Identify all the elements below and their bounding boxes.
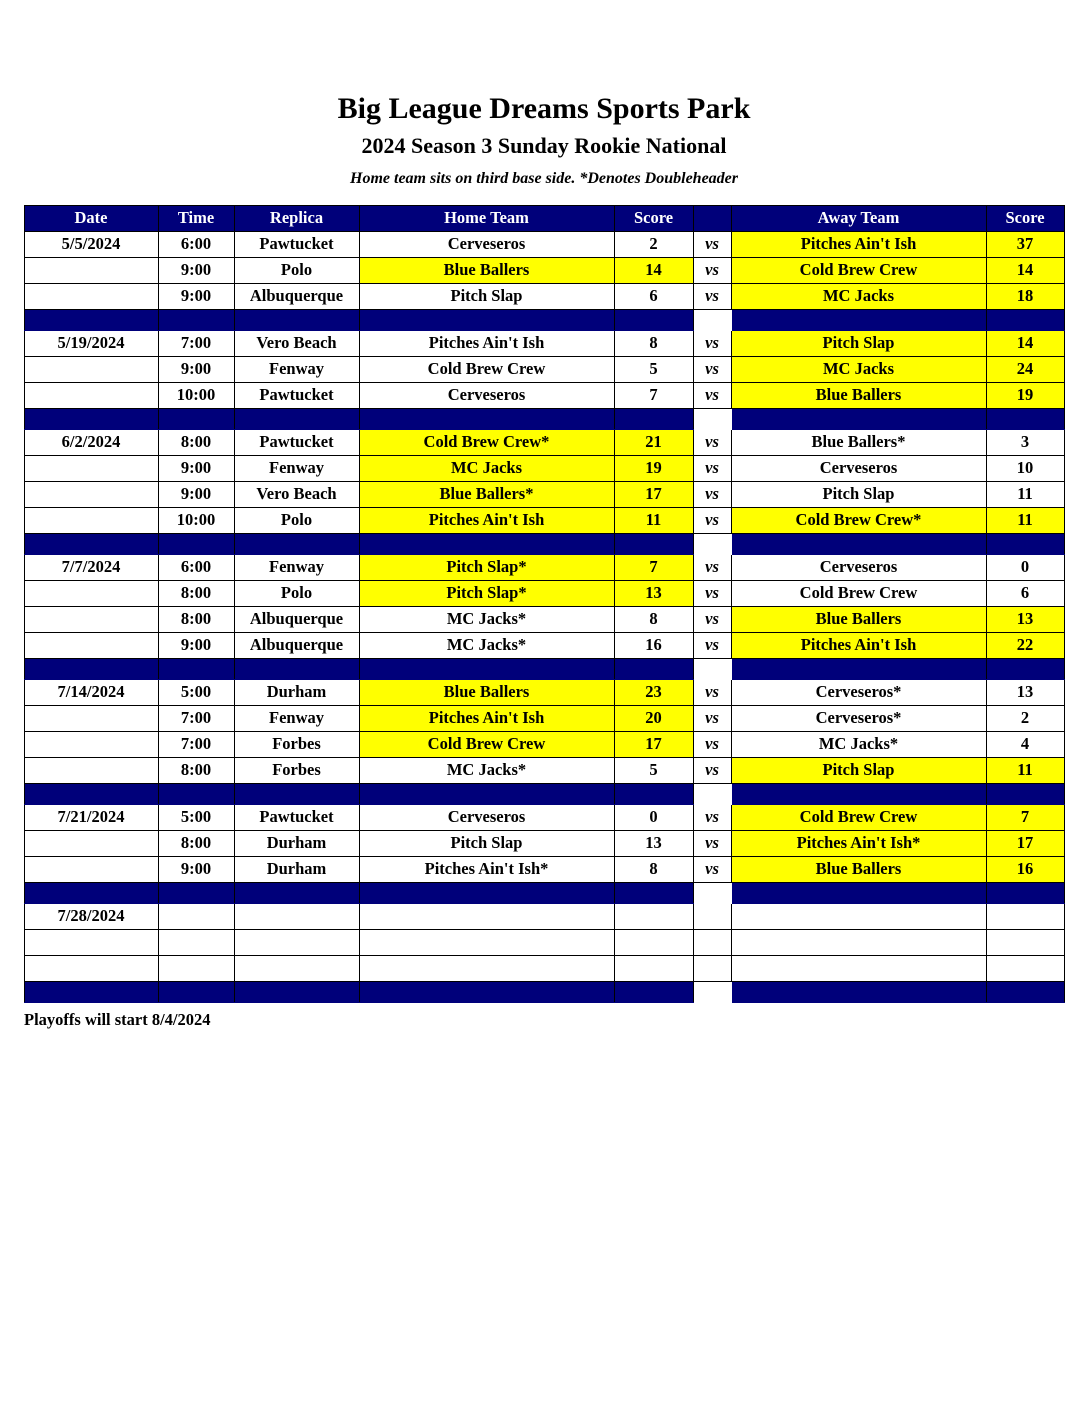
cell-date [24, 507, 158, 533]
separator-cell [24, 783, 158, 804]
separator-cell [24, 533, 158, 554]
cell-replica: Polo [234, 257, 359, 283]
cell-home-score: 6 [614, 283, 693, 309]
cell-away-team: MC Jacks [731, 283, 986, 309]
cell-away-score: 13 [986, 606, 1064, 632]
cell-date [24, 632, 158, 658]
cell-replica: Fenway [234, 356, 359, 382]
column-header-away-score: Score [986, 205, 1064, 231]
table-row [24, 580, 1064, 606]
cell-away-score: 7 [986, 804, 1064, 830]
cell-vs: vs [693, 554, 731, 580]
cell-home-team [359, 903, 614, 929]
cell-away-score: 19 [986, 382, 1064, 408]
cell-home-team: MC Jacks* [359, 632, 614, 658]
cell-home-team: Pitch Slap* [359, 580, 614, 606]
cell-away-score: 18 [986, 283, 1064, 309]
separator-cell [614, 533, 693, 554]
separator-cell [359, 783, 614, 804]
cell-vs: vs [693, 330, 731, 356]
cell-vs: vs [693, 606, 731, 632]
table-row [24, 705, 1064, 731]
separator-cell [359, 533, 614, 554]
cell-home-team: Blue Ballers [359, 679, 614, 705]
cell-date [24, 705, 158, 731]
cell-time [158, 903, 234, 929]
cell-away-score: 13 [986, 679, 1064, 705]
cell-home-score: 14 [614, 257, 693, 283]
cell-home-score: 13 [614, 830, 693, 856]
cell-replica: Durham [234, 679, 359, 705]
table-row [24, 606, 1064, 632]
cell-date: 7/14/2024 [24, 679, 158, 705]
separator-cell [24, 882, 158, 903]
playoffs-note: Playoffs will start 8/4/2024 [24, 1009, 211, 1029]
separator-cell [158, 408, 234, 429]
column-header-home-team: Home Team [359, 205, 614, 231]
separator-cell [693, 533, 731, 554]
cell-away-team: MC Jacks [731, 356, 986, 382]
separator-cell [359, 408, 614, 429]
cell-vs [693, 929, 731, 955]
document-titles [0, 0, 1088, 188]
table-separator-row [24, 309, 1064, 330]
cell-date [24, 731, 158, 757]
cell-vs: vs [693, 382, 731, 408]
separator-cell [614, 783, 693, 804]
cell-home-team: Pitch Slap [359, 830, 614, 856]
separator-cell [359, 981, 614, 1002]
separator-cell [986, 783, 1064, 804]
table-row [24, 554, 1064, 580]
separator-cell [731, 981, 986, 1002]
table-header-row [24, 205, 1064, 231]
cell-home-team: Blue Ballers* [359, 481, 614, 507]
cell-date [24, 283, 158, 309]
cell-away-score: 11 [986, 507, 1064, 533]
cell-home-team: Cold Brew Crew [359, 731, 614, 757]
cell-time: 8:00 [158, 429, 234, 455]
separator-cell [359, 658, 614, 679]
cell-away-score: 14 [986, 257, 1064, 283]
separator-cell [986, 533, 1064, 554]
cell-time: 7:00 [158, 330, 234, 356]
schedule-table [24, 205, 1065, 1003]
page-note: Home team sits on third base side. *Denotes Doubleheader [350, 170, 738, 188]
separator-cell [24, 981, 158, 1002]
cell-vs: vs [693, 757, 731, 783]
cell-replica [234, 903, 359, 929]
cell-time: 8:00 [158, 830, 234, 856]
cell-vs: vs [693, 356, 731, 382]
cell-replica: Vero Beach [234, 481, 359, 507]
cell-away-team: Cold Brew Crew* [731, 507, 986, 533]
table-row [24, 632, 1064, 658]
cell-home-score: 7 [614, 554, 693, 580]
cell-vs: vs [693, 856, 731, 882]
cell-away-team: Blue Ballers [731, 382, 986, 408]
cell-away-score: 16 [986, 856, 1064, 882]
separator-cell [234, 408, 359, 429]
cell-replica: Pawtucket [234, 429, 359, 455]
cell-date [24, 757, 158, 783]
cell-home-team: MC Jacks* [359, 606, 614, 632]
cell-vs: vs [693, 231, 731, 257]
cell-time: 6:00 [158, 231, 234, 257]
separator-cell [158, 533, 234, 554]
table-separator-row [24, 658, 1064, 679]
separator-cell [986, 981, 1064, 1002]
cell-vs: vs [693, 632, 731, 658]
separator-cell [359, 309, 614, 330]
cell-away-score: 17 [986, 830, 1064, 856]
separator-cell [986, 658, 1064, 679]
cell-home-score [614, 903, 693, 929]
cell-away-team: MC Jacks* [731, 731, 986, 757]
cell-home-score: 13 [614, 580, 693, 606]
separator-cell [614, 408, 693, 429]
cell-home-team: Pitch Slap [359, 283, 614, 309]
cell-replica: Fenway [234, 455, 359, 481]
cell-home-team: Cold Brew Crew [359, 356, 614, 382]
cell-home-score: 5 [614, 356, 693, 382]
separator-cell [234, 658, 359, 679]
cell-date: 7/21/2024 [24, 804, 158, 830]
separator-cell [234, 783, 359, 804]
cell-vs: vs [693, 580, 731, 606]
separator-cell [24, 309, 158, 330]
separator-cell [158, 658, 234, 679]
separator-cell [158, 981, 234, 1002]
separator-cell [614, 309, 693, 330]
table-row [24, 283, 1064, 309]
cell-time: 9:00 [158, 856, 234, 882]
cell-away-score: 11 [986, 481, 1064, 507]
separator-cell [614, 882, 693, 903]
cell-home-score: 8 [614, 856, 693, 882]
cell-time: 9:00 [158, 481, 234, 507]
cell-away-team: Pitch Slap [731, 481, 986, 507]
separator-cell [693, 981, 731, 1002]
cell-vs: vs [693, 429, 731, 455]
table-row [24, 231, 1064, 257]
cell-date [24, 481, 158, 507]
table-row [24, 481, 1064, 507]
separator-cell [986, 882, 1064, 903]
cell-time: 10:00 [158, 507, 234, 533]
table-row [24, 455, 1064, 481]
cell-home-score: 16 [614, 632, 693, 658]
cell-away-score [986, 929, 1064, 955]
separator-cell [693, 408, 731, 429]
separator-cell [158, 309, 234, 330]
cell-replica: Durham [234, 830, 359, 856]
separator-cell [731, 533, 986, 554]
table-row [24, 356, 1064, 382]
separator-cell [693, 658, 731, 679]
table-separator-row [24, 981, 1064, 1002]
cell-date [24, 606, 158, 632]
cell-away-score: 10 [986, 455, 1064, 481]
cell-home-team [359, 955, 614, 981]
table-row [24, 731, 1064, 757]
cell-date [24, 955, 158, 981]
cell-vs: vs [693, 507, 731, 533]
cell-home-score: 23 [614, 679, 693, 705]
table-separator-row [24, 408, 1064, 429]
cell-home-team: Cerveseros [359, 804, 614, 830]
cell-time [158, 929, 234, 955]
cell-time: 9:00 [158, 283, 234, 309]
cell-replica: Polo [234, 507, 359, 533]
cell-date [24, 382, 158, 408]
cell-time: 6:00 [158, 554, 234, 580]
cell-home-score [614, 929, 693, 955]
cell-home-score: 7 [614, 382, 693, 408]
cell-away-team: Pitches Ain't Ish [731, 632, 986, 658]
separator-cell [359, 882, 614, 903]
separator-cell [24, 408, 158, 429]
cell-home-score: 8 [614, 606, 693, 632]
cell-away-team: Cold Brew Crew [731, 257, 986, 283]
cell-replica: Fenway [234, 554, 359, 580]
cell-time: 9:00 [158, 257, 234, 283]
cell-home-team: Pitches Ain't Ish [359, 507, 614, 533]
cell-date [24, 455, 158, 481]
cell-vs: vs [693, 830, 731, 856]
column-header-date: Date [24, 205, 158, 231]
separator-cell [614, 981, 693, 1002]
separator-cell [693, 882, 731, 903]
cell-time: 7:00 [158, 705, 234, 731]
cell-away-score [986, 903, 1064, 929]
page-title: Big League Dreams Sports Park [337, 92, 751, 125]
cell-vs: vs [693, 705, 731, 731]
table-separator-row [24, 783, 1064, 804]
separator-cell [731, 783, 986, 804]
cell-time: 7:00 [158, 731, 234, 757]
table-row [24, 507, 1064, 533]
table-separator-row [24, 533, 1064, 554]
separator-cell [234, 882, 359, 903]
cell-vs: vs [693, 283, 731, 309]
cell-date [24, 856, 158, 882]
separator-cell [158, 783, 234, 804]
cell-away-team [731, 929, 986, 955]
cell-home-team: Pitches Ain't Ish* [359, 856, 614, 882]
cell-away-team: Blue Ballers* [731, 429, 986, 455]
cell-away-team: Pitches Ain't Ish* [731, 830, 986, 856]
cell-home-score [614, 955, 693, 981]
table-row [24, 856, 1064, 882]
cell-replica: Durham [234, 856, 359, 882]
cell-away-team: Cerveseros* [731, 679, 986, 705]
cell-away-team: Cerveseros [731, 455, 986, 481]
cell-away-team: Blue Ballers [731, 856, 986, 882]
cell-replica [234, 929, 359, 955]
separator-cell [234, 981, 359, 1002]
cell-home-team: Cerveseros [359, 231, 614, 257]
cell-away-team: Pitch Slap [731, 330, 986, 356]
cell-away-team: Pitch Slap [731, 757, 986, 783]
cell-away-team: Cold Brew Crew [731, 804, 986, 830]
cell-replica: Polo [234, 580, 359, 606]
cell-away-score: 3 [986, 429, 1064, 455]
separator-cell [986, 408, 1064, 429]
cell-away-score: 11 [986, 757, 1064, 783]
cell-away-score: 14 [986, 330, 1064, 356]
separator-cell [24, 658, 158, 679]
separator-cell [731, 408, 986, 429]
cell-time [158, 955, 234, 981]
table-row [24, 830, 1064, 856]
cell-home-score: 8 [614, 330, 693, 356]
table-row [24, 757, 1064, 783]
separator-cell [234, 533, 359, 554]
cell-date: 5/19/2024 [24, 330, 158, 356]
cell-home-team: MC Jacks* [359, 757, 614, 783]
cell-time: 5:00 [158, 804, 234, 830]
column-header-away-team: Away Team [731, 205, 986, 231]
cell-time: 8:00 [158, 757, 234, 783]
cell-home-team [359, 929, 614, 955]
cell-home-team: Blue Ballers [359, 257, 614, 283]
table-row [24, 929, 1064, 955]
separator-cell [731, 309, 986, 330]
cell-away-score [986, 955, 1064, 981]
table-row [24, 382, 1064, 408]
cell-replica: Pawtucket [234, 231, 359, 257]
separator-cell [234, 309, 359, 330]
cell-home-score: 11 [614, 507, 693, 533]
table-row [24, 679, 1064, 705]
cell-away-score: 37 [986, 231, 1064, 257]
cell-date: 7/28/2024 [24, 903, 158, 929]
cell-vs: vs [693, 455, 731, 481]
cell-away-score: 0 [986, 554, 1064, 580]
cell-away-score: 2 [986, 705, 1064, 731]
cell-home-team: Cold Brew Crew* [359, 429, 614, 455]
cell-home-score: 21 [614, 429, 693, 455]
column-header-home-score: Score [614, 205, 693, 231]
column-header-vs [693, 205, 731, 231]
cell-home-team: MC Jacks [359, 455, 614, 481]
separator-cell [614, 658, 693, 679]
cell-home-team: Pitches Ain't Ish [359, 330, 614, 356]
cell-time: 9:00 [158, 356, 234, 382]
cell-home-score: 2 [614, 231, 693, 257]
cell-date [24, 356, 158, 382]
cell-vs [693, 903, 731, 929]
cell-replica: Pawtucket [234, 382, 359, 408]
cell-away-score: 24 [986, 356, 1064, 382]
separator-cell [693, 309, 731, 330]
cell-vs: vs [693, 679, 731, 705]
cell-time: 8:00 [158, 606, 234, 632]
cell-replica: Pawtucket [234, 804, 359, 830]
cell-home-score: 20 [614, 705, 693, 731]
cell-replica: Albuquerque [234, 606, 359, 632]
table-row [24, 903, 1064, 929]
table-row [24, 429, 1064, 455]
separator-cell [731, 658, 986, 679]
table-row [24, 804, 1064, 830]
cell-away-score: 6 [986, 580, 1064, 606]
cell-replica: Vero Beach [234, 330, 359, 356]
cell-replica: Albuquerque [234, 632, 359, 658]
cell-home-score: 5 [614, 757, 693, 783]
cell-vs: vs [693, 731, 731, 757]
page-subtitle: 2024 Season 3 Sunday Rookie National [361, 133, 727, 158]
separator-cell [693, 783, 731, 804]
separator-cell [731, 882, 986, 903]
cell-away-team: Cold Brew Crew [731, 580, 986, 606]
cell-away-team: Cerveseros* [731, 705, 986, 731]
cell-away-team [731, 903, 986, 929]
cell-date: 5/5/2024 [24, 231, 158, 257]
separator-cell [986, 309, 1064, 330]
cell-time: 8:00 [158, 580, 234, 606]
cell-time: 5:00 [158, 679, 234, 705]
cell-date [24, 580, 158, 606]
cell-away-score: 4 [986, 731, 1064, 757]
cell-home-score: 19 [614, 455, 693, 481]
cell-replica [234, 955, 359, 981]
column-header-time: Time [158, 205, 234, 231]
cell-date [24, 929, 158, 955]
cell-away-team [731, 955, 986, 981]
cell-replica: Fenway [234, 705, 359, 731]
cell-time: 9:00 [158, 455, 234, 481]
cell-date [24, 257, 158, 283]
cell-time: 10:00 [158, 382, 234, 408]
cell-home-team: Pitch Slap* [359, 554, 614, 580]
separator-cell [158, 882, 234, 903]
cell-vs: vs [693, 804, 731, 830]
cell-replica: Albuquerque [234, 283, 359, 309]
cell-away-score: 22 [986, 632, 1064, 658]
cell-away-team: Pitches Ain't Ish [731, 231, 986, 257]
cell-date: 7/7/2024 [24, 554, 158, 580]
table-row [24, 257, 1064, 283]
cell-vs: vs [693, 257, 731, 283]
cell-away-team: Cerveseros [731, 554, 986, 580]
cell-home-score: 17 [614, 731, 693, 757]
cell-date [24, 830, 158, 856]
cell-replica: Forbes [234, 731, 359, 757]
cell-date: 6/2/2024 [24, 429, 158, 455]
cell-vs [693, 955, 731, 981]
cell-home-score: 0 [614, 804, 693, 830]
cell-vs: vs [693, 481, 731, 507]
column-header-replica: Replica [234, 205, 359, 231]
table-row [24, 330, 1064, 356]
table-separator-row [24, 882, 1064, 903]
table-row [24, 955, 1064, 981]
cell-home-score: 17 [614, 481, 693, 507]
cell-home-team: Pitches Ain't Ish [359, 705, 614, 731]
cell-replica: Forbes [234, 757, 359, 783]
cell-home-team: Cerveseros [359, 382, 614, 408]
cell-away-team: Blue Ballers [731, 606, 986, 632]
cell-time: 9:00 [158, 632, 234, 658]
